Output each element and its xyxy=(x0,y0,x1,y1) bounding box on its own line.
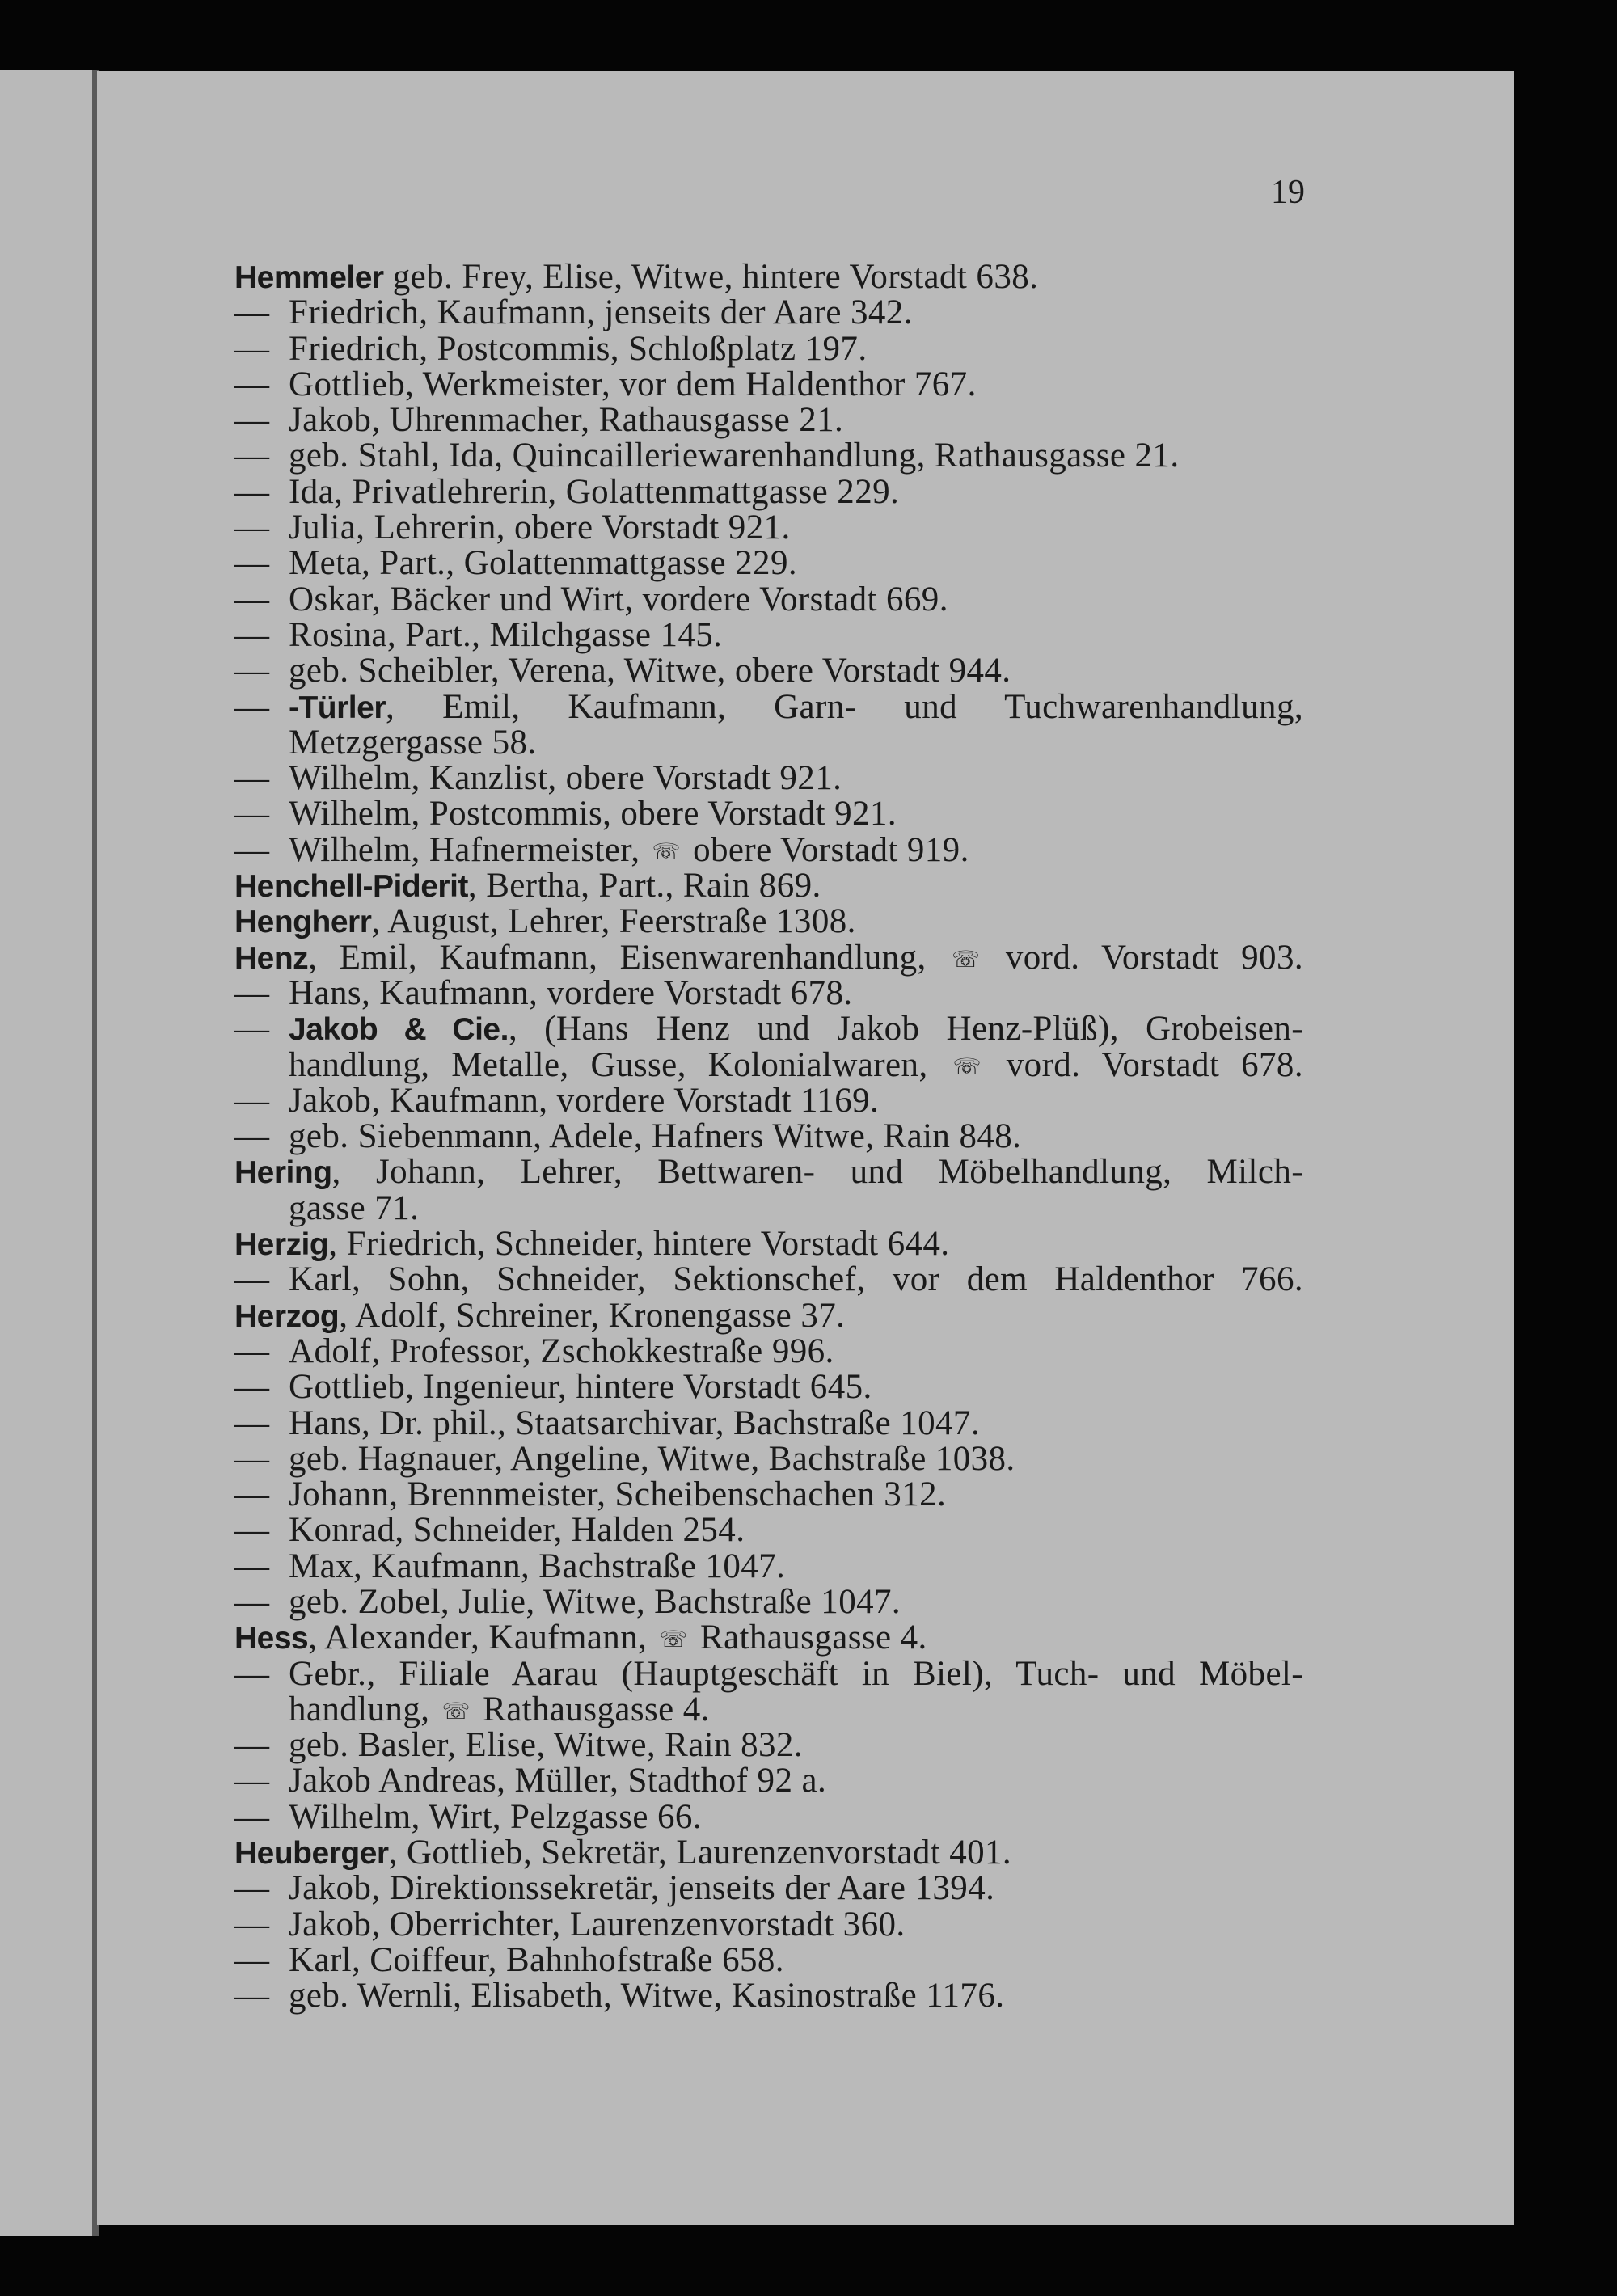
directory-entry-line xyxy=(234,403,1303,438)
directory-entry-line xyxy=(234,687,1303,726)
directory-entry-line xyxy=(234,1119,1303,1154)
entry-continuation-line xyxy=(234,1045,1303,1084)
entry-text: geb. Siebenmann, Adele, Hafners Witwe, Rain 848. xyxy=(289,1117,1022,1156)
telephone-icon: ☏ xyxy=(441,1699,471,1724)
page-number: 19 xyxy=(1271,174,1305,211)
repeat-surname-dash: — xyxy=(234,687,270,726)
entry-text: Meta, Part., Golattenmattgasse 229. xyxy=(289,544,797,583)
repeat-surname-dash: — xyxy=(234,365,270,403)
directory-entry-line xyxy=(234,761,1303,796)
entry-text: Hans, Dr. phil., Staatsarchivar, Bachstraße 1047. xyxy=(289,1403,980,1442)
telephone-icon: ☏ xyxy=(952,947,981,973)
entry-text: Julia, Lehrerin, obere Vorstadt 921. xyxy=(289,509,791,547)
repeat-surname-dash: — xyxy=(234,1117,270,1156)
previous-page-edge xyxy=(0,70,94,2236)
repeat-surname-dash: — xyxy=(234,615,270,654)
repeat-surname-dash: — xyxy=(234,1869,270,1908)
telephone-icon: ☏ xyxy=(652,839,681,865)
directory-entry-line xyxy=(234,1334,1303,1370)
repeat-surname-dash: — xyxy=(234,1582,270,1621)
entry-text: Rathausgasse 4. xyxy=(473,1690,710,1728)
entry-text: Johann, Brennmeister, Scheibenschachen 312. xyxy=(289,1475,947,1514)
repeat-surname-dash: — xyxy=(234,1797,270,1836)
entry-text: Adolf, Professor, Zschokkestraße 996. xyxy=(289,1332,834,1370)
directory-entry-line xyxy=(234,472,1303,511)
directory-entry-line xyxy=(234,1940,1303,1979)
directory-entry-line xyxy=(234,868,1303,904)
entry-text: Jakob, Kaufmann, vordere Vorstadt 1169. xyxy=(289,1081,880,1120)
directory-entry-line xyxy=(234,1797,1303,1836)
directory-entry-line xyxy=(234,830,1303,869)
directory-entry-line xyxy=(234,1978,1303,2014)
entry-text: Konrad, Schneider, Halden 254. xyxy=(289,1511,745,1550)
repeat-surname-dash: — xyxy=(234,1905,270,1944)
repeat-surname-dash: — xyxy=(234,1762,270,1800)
entry-text: Jakob Andreas, Müller, Stadthof 92 a. xyxy=(289,1762,827,1800)
repeat-surname-dash: — xyxy=(234,1547,270,1585)
entry-text: handlung, Metalle, Gusse, Kolonialwaren, xyxy=(289,1045,950,1084)
entry-text: Rosina, Part., Milchgasse 145. xyxy=(289,615,723,654)
repeat-surname-dash: — xyxy=(234,401,270,440)
entry-text: gasse 71. xyxy=(289,1188,420,1227)
repeat-surname-dash: — xyxy=(234,329,270,368)
entry-text: geb. Frey, Elise, Witwe, hintere Vorstadt 638. xyxy=(383,258,1039,296)
directory-entry-line xyxy=(234,940,1303,976)
telephone-icon: ☏ xyxy=(659,1627,688,1653)
directory-entry-line xyxy=(234,1298,1303,1334)
entry-text: Gottlieb, Werkmeister, vor dem Haldenthor 767. xyxy=(289,365,977,403)
directory-entry-line xyxy=(234,904,1303,939)
entry-text: , Alexander, Kaufmann, xyxy=(308,1619,657,1657)
entry-text: Hans, Kaufmann, vordere Vorstadt 678. xyxy=(289,973,853,1012)
repeat-surname-dash: — xyxy=(234,830,270,869)
entry-text: , Johann, Lehrer, Bettwaren- und Möbelhandlung, Milch- xyxy=(331,1153,1303,1192)
directory-entries xyxy=(234,260,1303,2015)
entry-text: Friedrich, Postcommis, Schloßplatz 197. xyxy=(289,329,868,368)
surname: Jakob & Cie. xyxy=(289,1012,509,1048)
entry-text: Jakob, Oberrichter, Laurenzenvorstadt 360. xyxy=(289,1905,906,1944)
repeat-surname-dash: — xyxy=(234,1977,270,2015)
directory-entry-line xyxy=(234,1654,1303,1693)
repeat-surname-dash: — xyxy=(234,1511,270,1550)
entry-text: handlung, xyxy=(289,1690,439,1728)
directory-entry-line xyxy=(234,1728,1303,1763)
surname: Heuberger xyxy=(234,1836,389,1872)
entry-continuation-line xyxy=(234,725,1303,761)
repeat-surname-dash: — xyxy=(234,652,270,690)
entry-text: Max, Kaufmann, Bachstraße 1047. xyxy=(289,1547,786,1585)
entry-text: Wilhelm, Wirt, Pelzgasse 66. xyxy=(289,1797,702,1836)
telephone-icon: ☏ xyxy=(952,1054,982,1080)
directory-entry-line xyxy=(234,1083,1303,1119)
directory-entry-line xyxy=(234,973,1303,1012)
entry-text: Rathausgasse 4. xyxy=(690,1619,927,1657)
entry-text: Karl, Sohn, Schneider, Sektionschef, vor dem Haldenthor 766. xyxy=(289,1260,1303,1299)
directory-entry-line xyxy=(234,260,1303,295)
directory-entry-line xyxy=(234,615,1303,654)
entry-text: Oskar, Bäcker und Wirt, vordere Vorstadt 669. xyxy=(289,580,948,618)
entry-text: Ida, Privatlehrerin, Golattenmattgasse 229. xyxy=(289,472,900,511)
directory-entry-line xyxy=(234,1477,1303,1513)
directory-entry-line xyxy=(234,1262,1303,1298)
entry-text: Gebr., Filiale Aarau (Hauptgeschäft in Biel), Tuch- und Möbel- xyxy=(289,1654,1303,1693)
entry-text: Karl, Coiffeur, Bahnhofstraße 658. xyxy=(289,1940,784,1979)
surname: Hengherr xyxy=(234,905,372,940)
entry-text: Metzgergasse 58. xyxy=(289,723,537,762)
repeat-surname-dash: — xyxy=(234,1010,270,1049)
directory-entry-line xyxy=(234,1620,1303,1656)
repeat-surname-dash: — xyxy=(234,1654,270,1693)
entry-text: Jakob, Direktionssekretär, jenseits der Aare 1394. xyxy=(289,1869,995,1908)
repeat-surname-dash: — xyxy=(234,1081,270,1120)
repeat-surname-dash: — xyxy=(234,1260,270,1299)
directory-entry-line xyxy=(234,295,1303,331)
entry-continuation-line xyxy=(234,1188,1303,1227)
directory-entry-line xyxy=(234,1441,1303,1477)
entry-text: , (Hans Henz und Jakob Henz-Plüß), Grobeisen- xyxy=(508,1010,1303,1049)
entry-text: geb. Scheibler, Verena, Witwe, obere Vorstadt 944. xyxy=(289,652,1011,690)
entry-text: , Emil, Kaufmann, Garn- und Tuchwarenhandlung, xyxy=(386,687,1303,726)
repeat-surname-dash: — xyxy=(234,1940,270,1979)
repeat-surname-dash: — xyxy=(234,795,270,834)
repeat-surname-dash: — xyxy=(234,973,270,1012)
directory-entry-line xyxy=(234,1226,1303,1262)
repeat-surname-dash: — xyxy=(234,1403,270,1442)
directory-entry-line xyxy=(234,331,1303,367)
entry-text: geb. Zobel, Julie, Witwe, Bachstraße 1047. xyxy=(289,1582,901,1621)
surname: Hess xyxy=(234,1621,309,1657)
entry-text: vord. Vorstadt 678. xyxy=(984,1045,1303,1084)
directory-entry-line xyxy=(234,1582,1303,1621)
directory-entry-line xyxy=(234,1763,1303,1799)
entry-text: , Adolf, Schreiner, Kronengasse 37. xyxy=(339,1296,846,1335)
entry-text: Jakob, Uhrenmacher, Rathausgasse 21. xyxy=(289,401,844,440)
entry-text: Wilhelm, Kanzlist, obere Vorstadt 921. xyxy=(289,759,842,798)
surname: Henz xyxy=(234,940,309,976)
repeat-surname-dash: — xyxy=(234,544,270,583)
directory-entry-line xyxy=(234,1403,1303,1442)
entry-text: , Emil, Kaufmann, Eisenwarenhandlung, xyxy=(308,938,949,977)
directory-entry-line xyxy=(234,1549,1303,1585)
repeat-surname-dash: — xyxy=(234,580,270,618)
repeat-surname-dash: — xyxy=(234,1726,270,1765)
entry-text: geb. Hagnauer, Angeline, Witwe, Bachstraße 1038. xyxy=(289,1439,1015,1478)
directory-entry-line xyxy=(234,1907,1303,1943)
directory-entry-line xyxy=(234,653,1303,689)
directory-entry-line xyxy=(234,1370,1303,1405)
directory-entry-line xyxy=(234,796,1303,832)
surname: Herzig xyxy=(234,1227,329,1263)
directory-entry-line xyxy=(234,510,1303,546)
entry-text: Friedrich, Kaufmann, jenseits der Aare 342. xyxy=(289,293,913,332)
surname: Hemmeler xyxy=(234,260,384,295)
directory-entry-line xyxy=(234,438,1303,474)
repeat-surname-dash: — xyxy=(234,1332,270,1370)
entry-text: vord. Vorstadt 903. xyxy=(983,938,1303,977)
repeat-surname-dash: — xyxy=(234,1439,270,1478)
surname: Henchell-Piderit xyxy=(234,869,468,905)
repeat-surname-dash: — xyxy=(234,509,270,547)
directory-entry-line xyxy=(234,1011,1303,1047)
surname: -Türler xyxy=(289,690,386,725)
directory-entry-line xyxy=(234,1871,1303,1906)
directory-entry-line xyxy=(234,1154,1303,1190)
repeat-surname-dash: — xyxy=(234,293,270,332)
surname: Herzog xyxy=(234,1298,340,1334)
entry-text: Gottlieb, Ingenieur, hintere Vorstadt 645. xyxy=(289,1368,872,1407)
entry-continuation-line xyxy=(234,1692,1303,1728)
entry-text: geb. Stahl, Ida, Quincailleriewarenhandlung, Rathausgasse 21. xyxy=(289,437,1180,475)
repeat-surname-dash: — xyxy=(234,1368,270,1407)
repeat-surname-dash: — xyxy=(234,472,270,511)
entry-text: obere Vorstadt 919. xyxy=(683,830,969,869)
repeat-surname-dash: — xyxy=(234,759,270,798)
directory-entry-line xyxy=(234,1513,1303,1548)
directory-entry-line xyxy=(234,367,1303,403)
directory-entry-line xyxy=(234,546,1303,581)
entry-text: , Bertha, Part., Rain 869. xyxy=(467,867,821,905)
entry-text: , Friedrich, Schneider, hintere Vorstadt 644. xyxy=(328,1225,950,1264)
directory-entry-line xyxy=(234,582,1303,618)
entry-text: geb. Wernli, Elisabeth, Witwe, Kasinostraße 1176. xyxy=(289,1977,1005,2015)
entry-text: , Gottlieb, Sekretär, Laurenzenvorstadt 401. xyxy=(388,1834,1012,1872)
surname: Hering xyxy=(234,1155,332,1191)
directory-entry-line xyxy=(234,1835,1303,1871)
entry-text: geb. Basler, Elise, Witwe, Rain 832. xyxy=(289,1726,803,1765)
repeat-surname-dash: — xyxy=(234,1475,270,1514)
entry-text: Wilhelm, Hafnermeister, xyxy=(289,830,649,869)
entry-text: , August, Lehrer, Feerstraße 1308. xyxy=(371,902,856,941)
repeat-surname-dash: — xyxy=(234,437,270,475)
entry-text: Wilhelm, Postcommis, obere Vorstadt 921. xyxy=(289,795,897,834)
